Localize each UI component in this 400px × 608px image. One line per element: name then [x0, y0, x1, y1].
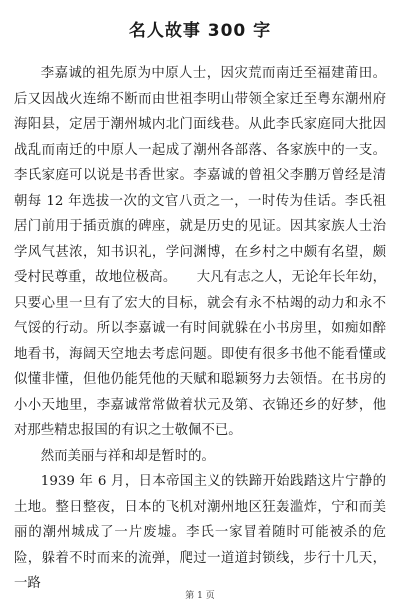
document-title: 名人故事 300 字 [128, 21, 272, 41]
paragraph: 1939 年 6 月，日本帝国主义的铁蹄开始践踏这片宁静的土地。整日整夜，日本的飞机对潮州地区狂轰滥炸，宁和而美丽的潮州城成了一片废墟。李氏一家冒着随时可能被杀的危险，躲着不时而来的流弹，爬过一道道封锁线，步行十几天，一路 [14, 474, 386, 591]
page-number: 第 1 页 [185, 591, 215, 601]
document-body [14, 61, 386, 597]
paragraph: 李嘉诚的祖先原为中原人士，因灾荒而南迁至福建莆田。后又因战火连绵不断而由世祖李明山带领全家迁至粤东潮州府海阳县，定居于潮州城内北门面线巷。从此李氏家庭同大批因战乱而南迁的中原人一起成了潮州各部落、各家族中的一支。李氏家庭可以说是书香世家。李嘉诚的曾祖父李鹏万曾经是清朝每 12 年选拔一次的文官八贡之一，一时传为佳话。李氏祖居门前用于插贡旗的碑座，就是历史的见证。因其家族人士治学风气甚浓，知书识礼，学问渊博，在乡村之中颇有名望，颇受村民尊重，故地位极高。 大凡有志之人，无论年长年幼，只要心里一旦有了宏大的目标，就会有永不枯竭的动力和永不气馁的行动。所以李嘉诚一有时间就躲在小书房里，如痴如醉地看书，海阔天空地去考虑问题。即使有很多书他不能看懂或似懂非懂，但他仍能凭他的天赋和聪颖努力去领悟。在书房的小小天地里，李嘉诚常常做着状元及第、衣锦还乡的好梦，他对那些精忠报国的有识之士敬佩不已。 [14, 66, 386, 438]
paragraph: 然而美丽与祥和却是暂时的。 [40, 448, 215, 464]
